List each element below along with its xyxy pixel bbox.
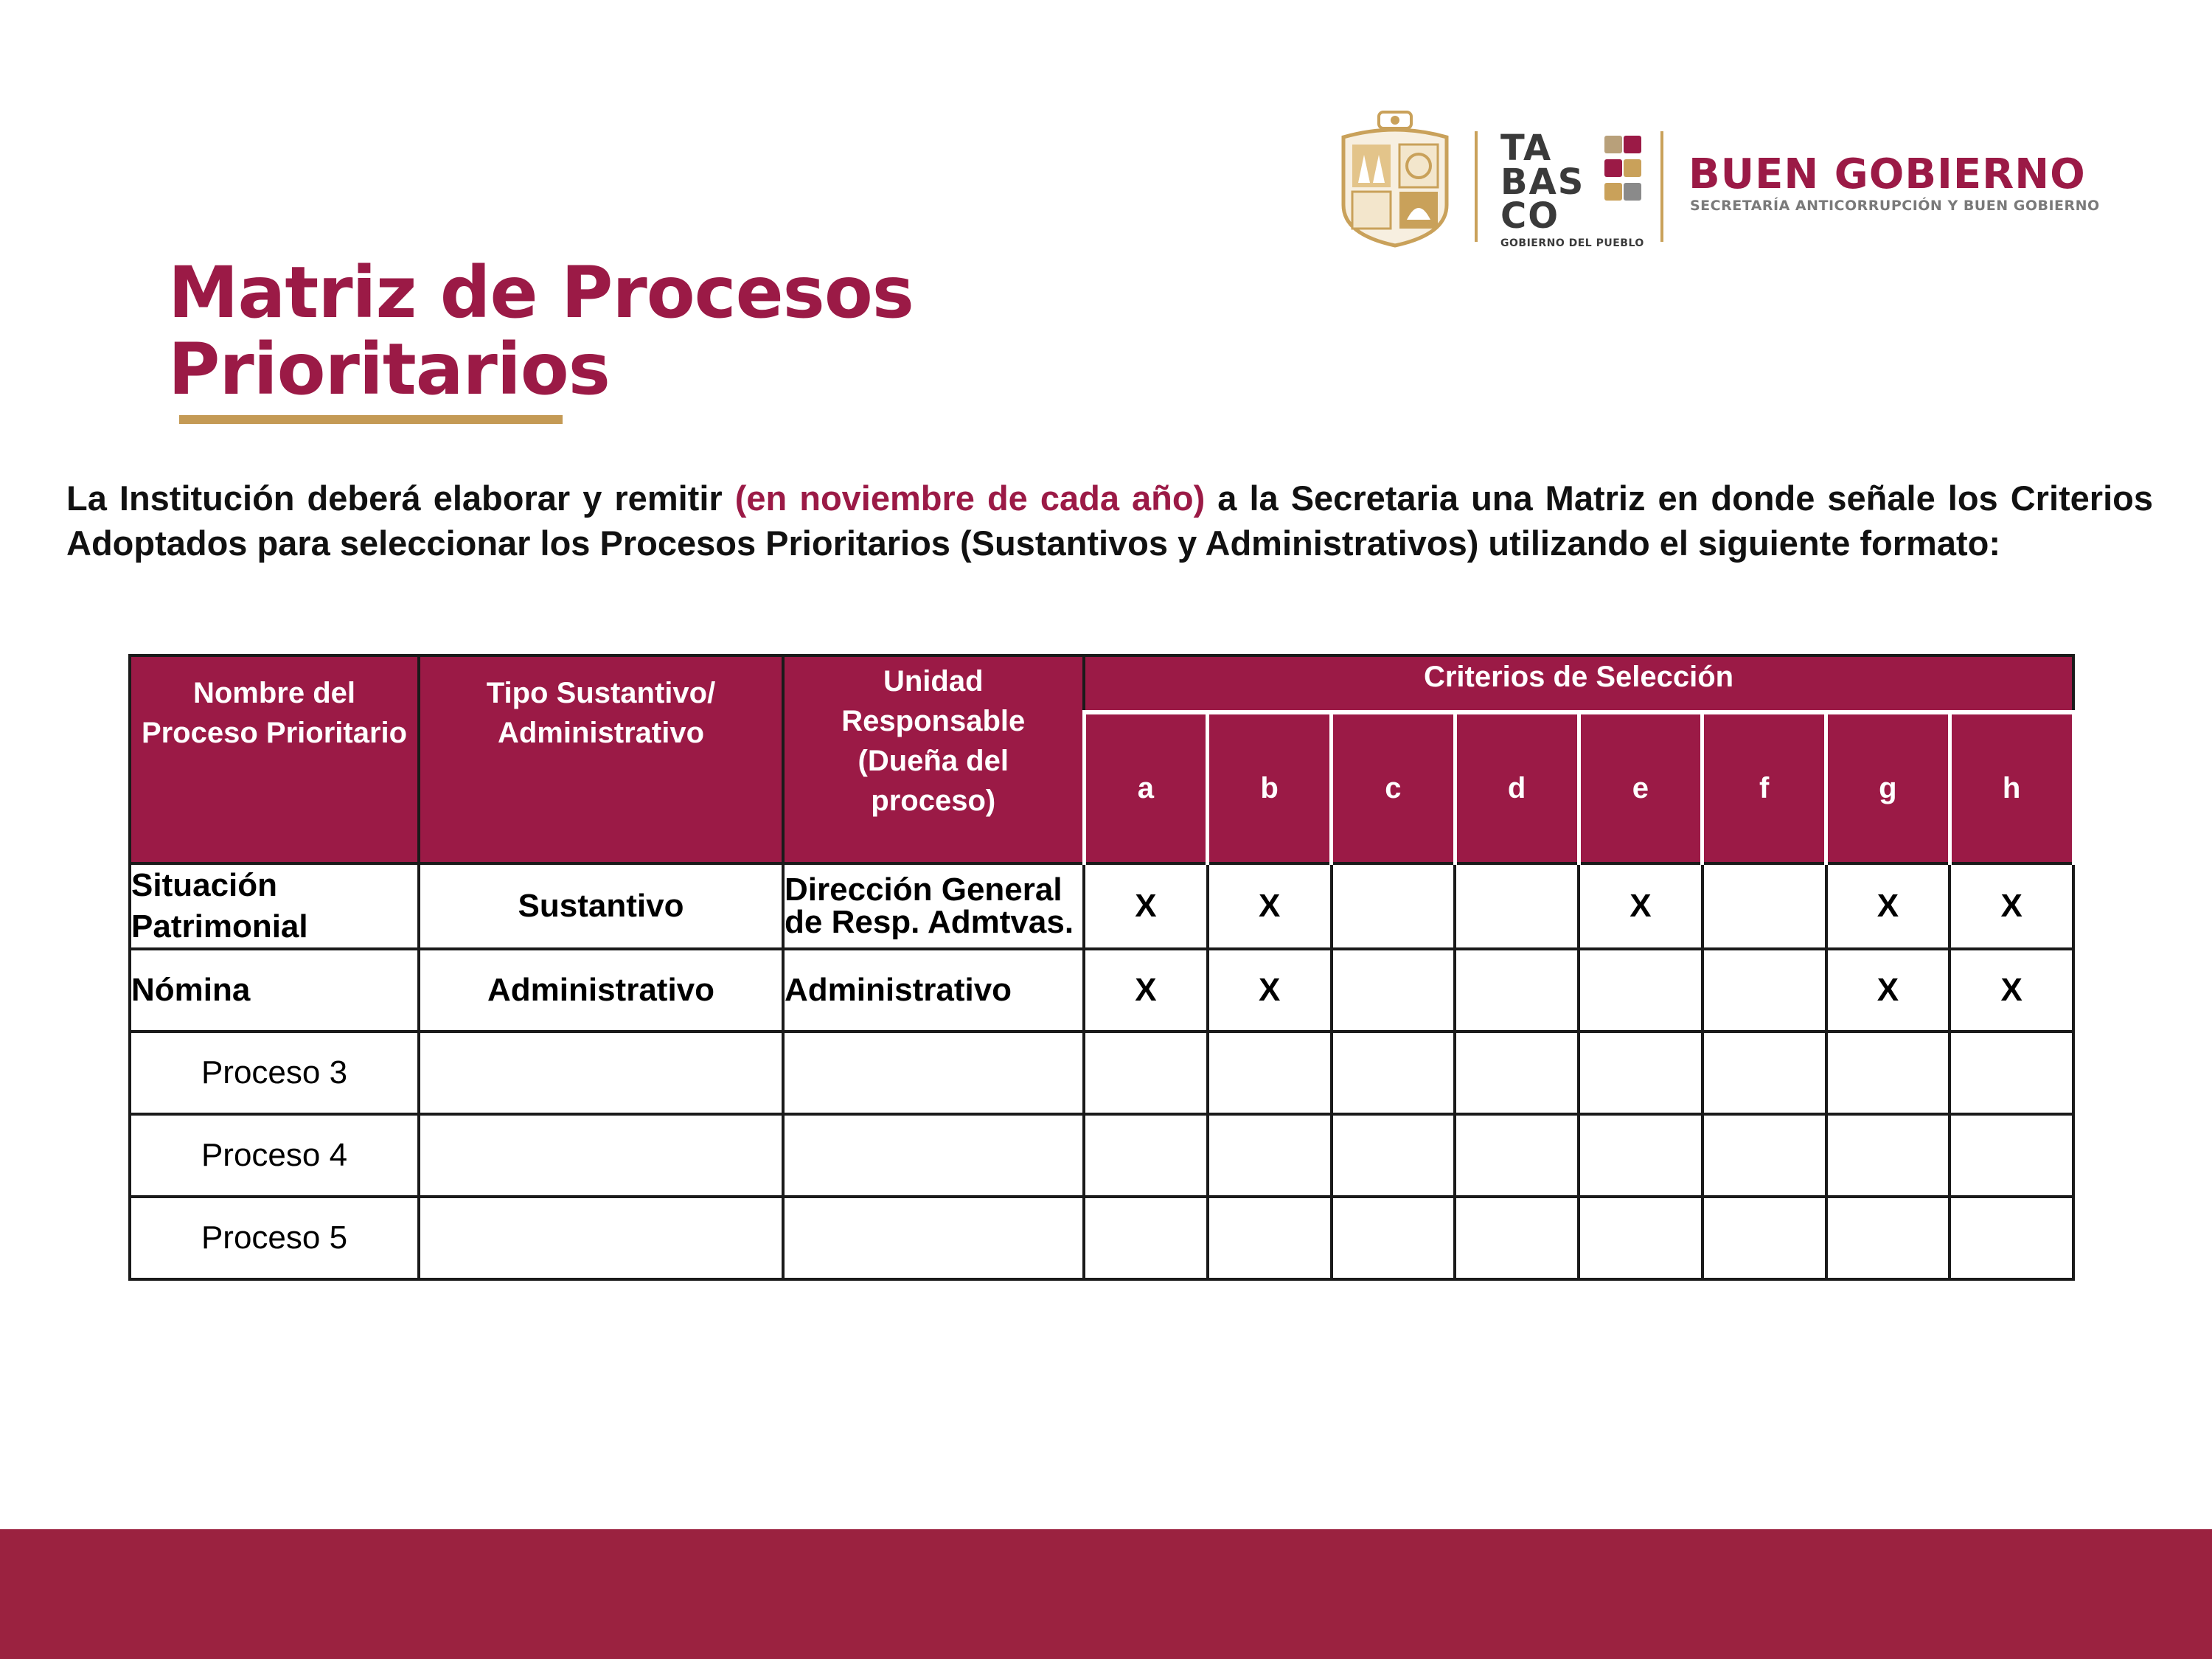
- logo-word-line-1: TA: [1500, 128, 1553, 169]
- table-row: [130, 1114, 2073, 1197]
- cell-unidad: [783, 1197, 1084, 1279]
- cell-mark-g: [1826, 1032, 1950, 1114]
- cell-mark-f: [1703, 1032, 1826, 1114]
- cell-nombre: Proceso 3: [130, 1032, 419, 1114]
- header-letter-e: e: [1579, 712, 1703, 863]
- cell-unidad: Administrativo: [783, 949, 1084, 1032]
- logo-tagline: GOBIERNO DEL PUEBLO: [1500, 237, 1644, 249]
- cell-nombre: Situación Patrimonial: [130, 863, 419, 949]
- header-letter-a: a: [1084, 712, 1208, 863]
- page-title: [168, 251, 914, 411]
- cell-mark-d: [1455, 1114, 1579, 1197]
- cell-mark-d: [1455, 863, 1579, 949]
- cell-mark-c: [1332, 949, 1455, 1032]
- cell-mark-b: [1208, 1032, 1332, 1114]
- cell-unidad: [783, 1114, 1084, 1197]
- cell-mark-c: [1332, 1032, 1455, 1114]
- cell-mark-g: X: [1826, 949, 1950, 1032]
- cell-nombre: Proceso 4: [130, 1114, 419, 1197]
- cell-mark-f: [1703, 1114, 1826, 1197]
- logo-word-line-2: BAS: [1500, 161, 1585, 203]
- logo-divider: [1660, 131, 1663, 242]
- cell-tipo: Administrativo: [419, 949, 783, 1032]
- header-letter-f: f: [1703, 712, 1826, 863]
- header-letter-c: c: [1332, 712, 1455, 863]
- process-matrix-table: [128, 654, 2076, 1281]
- cell-mark-f: [1703, 1197, 1826, 1279]
- cell-tipo: Sustantivo: [419, 863, 783, 949]
- cell-mark-f: [1703, 949, 1826, 1032]
- header-letter-h: h: [1950, 712, 2073, 863]
- header-logos: [1336, 109, 2147, 249]
- brand-title: BUEN GOBIERNO: [1688, 150, 2086, 198]
- cell-mark-a: [1084, 1032, 1208, 1114]
- intro-text-2: a la Secretaria una Matriz en donde señale los Criterios Adoptados para seleccionar los Procesos Prioritarios (Sustantivos y Administrativos) utilizando el siguiente formato:: [66, 479, 2153, 563]
- cell-mark-h: [1950, 1197, 2073, 1279]
- header-criterios: Criterios de Selección: [1084, 655, 2073, 712]
- cell-mark-a: [1084, 1114, 1208, 1197]
- cell-mark-f: [1703, 863, 1826, 949]
- table-row: [130, 1032, 2073, 1114]
- table-row: [130, 949, 2073, 1032]
- cell-mark-e: [1579, 1032, 1703, 1114]
- cell-mark-c: [1332, 863, 1455, 949]
- header-tipo: Tipo Sustantivo/ Administrativo: [419, 655, 783, 863]
- header-letter-b: b: [1208, 712, 1332, 863]
- cell-tipo: [419, 1114, 783, 1197]
- cell-nombre: Proceso 5: [130, 1197, 419, 1279]
- cell-mark-d: [1455, 1197, 1579, 1279]
- cell-mark-d: [1455, 949, 1579, 1032]
- cell-mark-h: X: [1950, 949, 2073, 1032]
- title-underline: [179, 415, 563, 424]
- cell-tipo: [419, 1197, 783, 1279]
- cell-mark-a: [1084, 1197, 1208, 1279]
- intro-highlight: (en noviembre de cada año): [734, 479, 1206, 518]
- logo-tiles-icon: [1604, 134, 1645, 205]
- cell-mark-h: [1950, 1114, 2073, 1197]
- cell-mark-c: [1332, 1114, 1455, 1197]
- header-letter-d: d: [1455, 712, 1579, 863]
- footer-band: [0, 1529, 2212, 1659]
- cell-mark-g: [1826, 1197, 1950, 1279]
- cell-mark-g: [1826, 1114, 1950, 1197]
- page-title-line-1: Matriz de Procesos: [168, 251, 914, 334]
- tabasco-logo: [1500, 128, 1648, 249]
- logo-divider: [1475, 131, 1478, 242]
- logo-word-line-3: CO: [1500, 195, 1560, 237]
- cell-mark-b: [1208, 1114, 1332, 1197]
- header-nombre: Nombre del Proceso Prioritario: [130, 655, 419, 863]
- cell-mark-b: X: [1208, 863, 1332, 949]
- page-title-line-2: Prioritarios: [168, 328, 610, 411]
- cell-mark-b: [1208, 1197, 1332, 1279]
- cell-mark-c: [1332, 1197, 1455, 1279]
- cell-mark-a: X: [1084, 949, 1208, 1032]
- cell-mark-e: [1579, 949, 1703, 1032]
- cell-unidad: Dirección General de Resp. Admtvas.: [783, 863, 1084, 949]
- cell-nombre: Nómina: [130, 949, 419, 1032]
- intro-text-1: La Institución deberá elaborar y remitir: [66, 479, 735, 518]
- tabasco-coat-of-arms-icon: [1336, 109, 1454, 249]
- header-letter-g: g: [1826, 712, 1950, 863]
- table-row: [130, 1197, 2073, 1279]
- cell-mark-h: [1950, 1032, 2073, 1114]
- cell-mark-h: X: [1950, 863, 2073, 949]
- cell-mark-g: X: [1826, 863, 1950, 949]
- cell-unidad: [783, 1032, 1084, 1114]
- header-unidad: Unidad Responsable (Dueña del proceso): [783, 655, 1084, 863]
- cell-mark-e: [1579, 1114, 1703, 1197]
- cell-mark-d: [1455, 1032, 1579, 1114]
- cell-mark-e: X: [1579, 863, 1703, 949]
- cell-mark-a: X: [1084, 863, 1208, 949]
- intro-paragraph: [66, 476, 2153, 566]
- cell-mark-e: [1579, 1197, 1703, 1279]
- brand-subtitle: SECRETARÍA ANTICORRUPCIÓN Y BUEN GOBIERNO: [1690, 198, 2100, 214]
- cell-mark-b: X: [1208, 949, 1332, 1032]
- cell-tipo: [419, 1032, 783, 1114]
- table-row: [130, 863, 2073, 949]
